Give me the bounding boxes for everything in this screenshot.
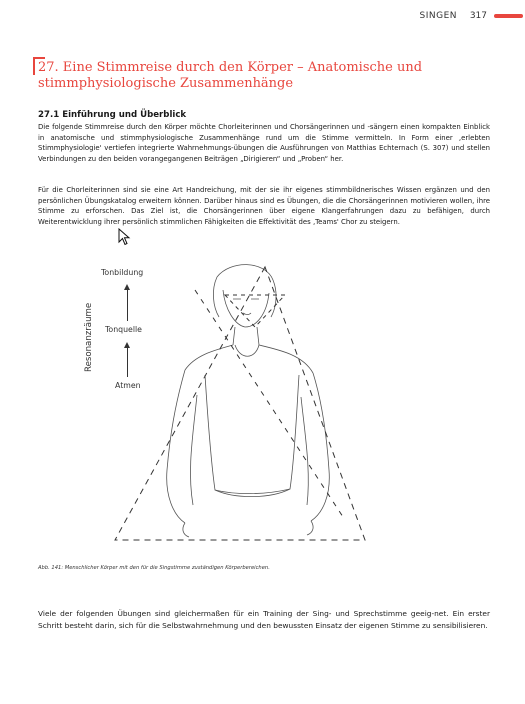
dashed-triangle: [115, 267, 365, 540]
arrow-up-icon: [127, 289, 128, 321]
label-atmen: Atmen: [115, 381, 141, 390]
arrow-up-icon: [127, 347, 128, 377]
page-number: 317: [469, 11, 487, 21]
label-tonbildung: Tonbildung: [101, 268, 144, 277]
human-figure-drawing: [167, 265, 330, 537]
body-illustration: [75, 255, 375, 560]
body-figure: [75, 255, 375, 560]
body-paragraph-1: Die folgende Stimmreise durch den Körper möchte Chorleiterinnen und Chorsängerinnen und -sängern einen kompakten Einblick in anatomische und stimmphysiologische Zusammenhänge rund um die Stimme vermitteln. In Form einer ‚erlebten Stimmphysiologie' vertiefen integrierte Wahrnehmungs-übungen die Ausführungen von Matthias Echternach (S. 307) und stellen Verbindungen zu den beiden vorangegangenen Beiträgen „Dirigieren“ und „Proben“ her.: [38, 123, 490, 163]
page-header: [0, 0, 525, 40]
body-paragraph-2: Für die Chorleiterinnen sind sie eine Art Handreichung, mit der sie ihr eigenes stimmbildnerisches Wissen ergänzen und den persönlichen Übungskatalog erweitern können. Darüber hinaus sind es Übungen, die die Chorsängerinnen motivieren wollen, ihre Stimme zu erforschen. Das Ziel ist, die Chorsängerinnen über eigene Klangerfahrungen dazu zu befähigen, durch Weiterentwicklung ihrer persönlich stimmlichen Fähigkeiten die Effektivität des ‚Teams' Chor zu steigern.: [38, 186, 490, 226]
label-tonquelle: Tonquelle: [105, 325, 142, 334]
closing-paragraph: Viele der folgenden Übungen sind gleichermaßen für ein Training der Sing- und Sprechstimme geeig-net. Ein erster Schritt besteht darin, sich für die Selbstwahrnehmung und den bewussten Einsatz der eigenen Stimme zu sensibilisieren.: [38, 609, 490, 630]
side-label-resonanzraeume: Resonanzräume: [84, 302, 94, 372]
chapter-title: 27. Eine Stimmreise durch den Körper – Anatomische und stimmphysiologische Zusammenhänge: [38, 60, 423, 91]
running-head: SINGEN: [419, 11, 457, 21]
accent-tab: [494, 14, 523, 18]
figure-caption: Abb. 141: Menschlicher Körper mit den für die Singstimme zuständigen Körperbereichen.: [38, 565, 270, 571]
section-heading: 27.1 Einführung und Überblick: [38, 110, 187, 120]
mouse-cursor-icon: [118, 228, 132, 246]
